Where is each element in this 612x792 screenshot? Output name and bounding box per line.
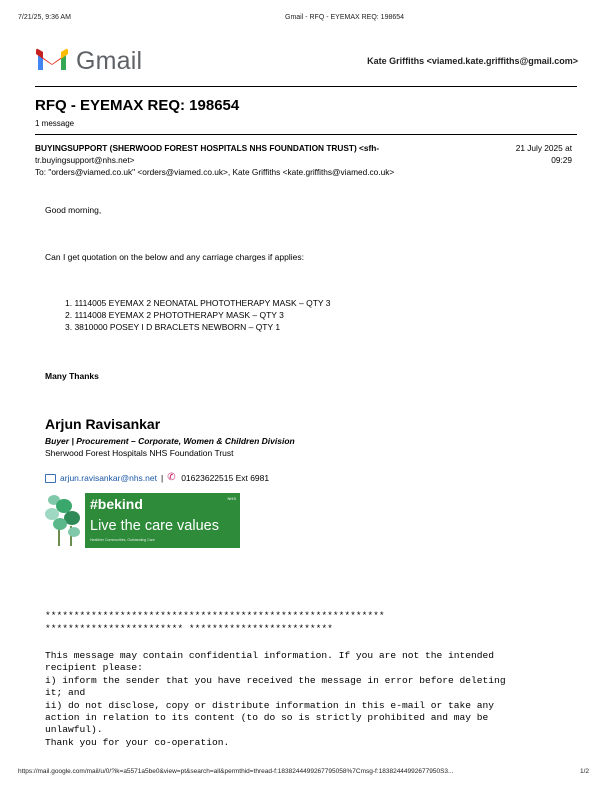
- sign-off: Many Thanks: [45, 371, 99, 381]
- sender: [35, 142, 480, 166]
- date-line-2: 09:29: [551, 155, 572, 165]
- trees-icon: [44, 492, 84, 548]
- email-subject: RFQ - EYEMAX REQ: 198654: [35, 97, 240, 114]
- disclaimer-stars-1: ***********************************************************: [45, 610, 385, 621]
- disclaimer-line: action in relation to its content (to do so is strictly prohibited and may be: [45, 712, 489, 724]
- signature-role: Buyer | Procurement – Corporate, Women & Children Division: [45, 436, 295, 446]
- sender-line-2: tr.buyingsupport@nhs.net>: [35, 155, 135, 165]
- banner-hashtag: #bekind: [90, 496, 143, 512]
- phone-icon: ✆: [167, 472, 176, 483]
- message-count: 1 message: [35, 119, 75, 128]
- print-title: Gmail - RFQ - EYEMAX REQ: 198654: [285, 14, 405, 21]
- disclaimer-line: This message may contain confidential information. If you are not the intended: [45, 650, 495, 661]
- email-date: [472, 142, 572, 166]
- request-text: Can I get quotation on the below and any carriage charges if applies:: [45, 252, 304, 262]
- divider: [35, 86, 577, 87]
- print-footer-url: https://mail.google.com/mail/u/0/?ik=a5571a5be0&view=pt&search=all&permthid=thread-f:1838244499267795058%7Cmsg-f:18382444992677950S3...: [18, 768, 454, 775]
- disclaimer-text: [45, 650, 506, 749]
- recipients: To: "orders@viamed.co.uk" <orders@viamed.co.uk>, Kate Griffiths <kate.griffiths@viamed.co.uk>: [35, 167, 395, 177]
- disclaimer-line: i) inform the sender that you have received the message in error before deleting: [45, 674, 506, 686]
- disclaimer-line: it; and: [45, 687, 86, 699]
- disclaimer-line: Thank you for your co-operation.: [45, 736, 230, 748]
- disclaimer-line: ii) do not disclose, copy or distribute information in this e-mail or take any: [45, 699, 495, 711]
- banner-slogan: Live the care values: [90, 518, 219, 534]
- banner-small-print: Healthier Communities, Outstanding Care: [90, 538, 155, 542]
- separator: |: [160, 473, 164, 483]
- mail-icon: [45, 474, 56, 483]
- signature-phone[interactable]: 01623622515 Ext 6981: [181, 473, 270, 483]
- gmail-logo-icon[interactable]: [36, 48, 68, 72]
- disclaimer-stars-2: ************************ *************************: [45, 623, 333, 634]
- date-line-1: 21 July 2025 at: [515, 143, 572, 153]
- item-list: [65, 297, 331, 333]
- print-page-number: 1/2: [580, 768, 590, 775]
- account-label: Kate Griffiths <viamed.kate.griffiths@gmail.com>: [367, 56, 578, 66]
- signature-contact: [45, 473, 269, 483]
- divider: [35, 134, 577, 135]
- sender-line-1: BUYINGSUPPORT (SHERWOOD FOREST HOSPITALS NHS FOUNDATION TRUST) <sfh-: [35, 143, 380, 153]
- disclaimer-line: unlawful).: [45, 724, 103, 736]
- print-datetime: 7/21/25, 9:36 AM: [18, 14, 71, 21]
- signature-email-link[interactable]: arjun.ravisankar@nhs.net: [60, 473, 157, 483]
- gmail-wordmark: Gmail: [76, 47, 143, 75]
- greeting: Good morning,: [45, 205, 102, 215]
- list-item: 1. 1114005 EYEMAX 2 NEONATAL PHOTOTHERAPY MASK – QTY 3: [65, 298, 331, 308]
- disclaimer-line: recipient please:: [45, 662, 143, 674]
- signature-org: Sherwood Forest Hospitals NHS Foundation Trust: [45, 448, 234, 458]
- list-item: 2. 1114008 EYEMAX 2 PHOTOTHERAPY MASK – QTY 3: [65, 310, 284, 320]
- signature-name: Arjun Ravisankar: [45, 416, 161, 432]
- nhs-badge: NHS: [227, 496, 236, 501]
- list-item: 3. 3810000 POSEY I D BRACLETS NEWBORN – QTY 1: [65, 322, 281, 332]
- bekind-banner: [85, 493, 240, 548]
